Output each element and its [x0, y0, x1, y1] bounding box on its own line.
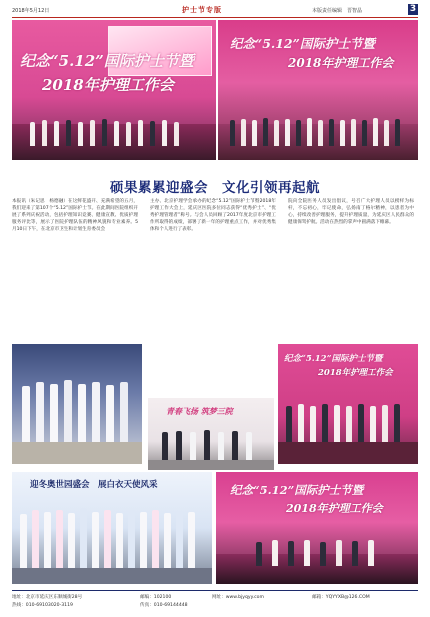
page-header	[12, 4, 418, 16]
banner-subtitle: 2018年护理工作会	[288, 56, 394, 70]
banner-subtitle: 2018年护理工作会	[286, 502, 383, 515]
article-headline: 硕果累累迎盛会 文化引领再起航	[110, 180, 320, 196]
banner-title: 纪念“5.12”国际护士节暨	[20, 52, 194, 70]
footer-divider	[12, 590, 418, 591]
photo-awards-group	[218, 20, 418, 160]
footer-fax: 传真：010-69144448	[140, 603, 188, 608]
article-column-1: 本报讯（朱记思 杨德融）在这鲜花盛开、充满希望的五月，我们迎来了第107个“5.12”国际护士节。在此期间医院组织开展了系列庆祝活动，包括护理知识竞赛、健康宣教、优质护理服务评比等，展示了医院护理队伍的精神风貌和专业素养。5月10日下午，在北京市卫生和计划生育委员会	[12, 199, 138, 233]
page-editors: 本版责任编辑 晋智晶	[312, 8, 363, 14]
photo-youth-event	[148, 398, 274, 470]
newspaper-name: 护士节专版	[182, 6, 222, 14]
issue-date: 2018年5月12日	[12, 8, 50, 14]
photo-award-holders	[278, 344, 418, 464]
photo-nurse-performance	[12, 344, 142, 464]
footer-email: 邮箱：YQYYXB@126.COM	[312, 595, 370, 600]
banner-title: 迎冬奥世园盛会 展白衣天使风采	[30, 480, 158, 490]
photo-conference-stage	[216, 472, 418, 584]
page-number: 3	[409, 4, 417, 14]
banner-subtitle: 2018年护理工作会	[42, 76, 174, 94]
banner-title: 青春飞扬 筑梦三院	[166, 406, 233, 416]
footer-website: 网址：www.bjyqyy.com	[212, 595, 264, 600]
article-column-3: 院向全院医务人员发出倡议，号召广大护理人员以榜样为标杆，不忘初心，牢记使命，弘扬南丁格尔精神，以患者为中心，持续改善护理服务，提升护理质量，为延庆区人民群众的健康保驾护航。活动在热烈的掌声中圆满落下帷幕。	[288, 199, 414, 226]
footer-hotline: 热线：010-69103020-3119	[12, 603, 73, 608]
footer-address: 地址：北京市延庆区东顺城街28号	[12, 595, 83, 600]
banner-title: 纪念“5.12”国际护士节暨	[230, 483, 364, 497]
article-column-2: 主办、北京护理学会承办的纪念“5.12”国际护士节暨2018年护理工作大会上，延庆区医院多位同志获得“优秀护士”、“优秀护理管理者”称号。与会人员回顾了2017年度北京市护理工作所取得的成绩，部署了新一年的护理重点工作，并对优秀集体和个人进行了表彰。	[150, 199, 276, 233]
banner-subtitle: 2018年护理工作会	[318, 368, 393, 378]
photo-awards-stage	[12, 20, 216, 160]
header-divider	[12, 17, 418, 18]
photo-nurses-group	[12, 472, 212, 584]
banner-title: 纪念“5.12”国际护士节暨	[284, 354, 383, 364]
footer-postcode: 邮编：102100	[140, 595, 172, 600]
banner-title: 纪念“5.12”国际护士节暨	[230, 36, 375, 51]
